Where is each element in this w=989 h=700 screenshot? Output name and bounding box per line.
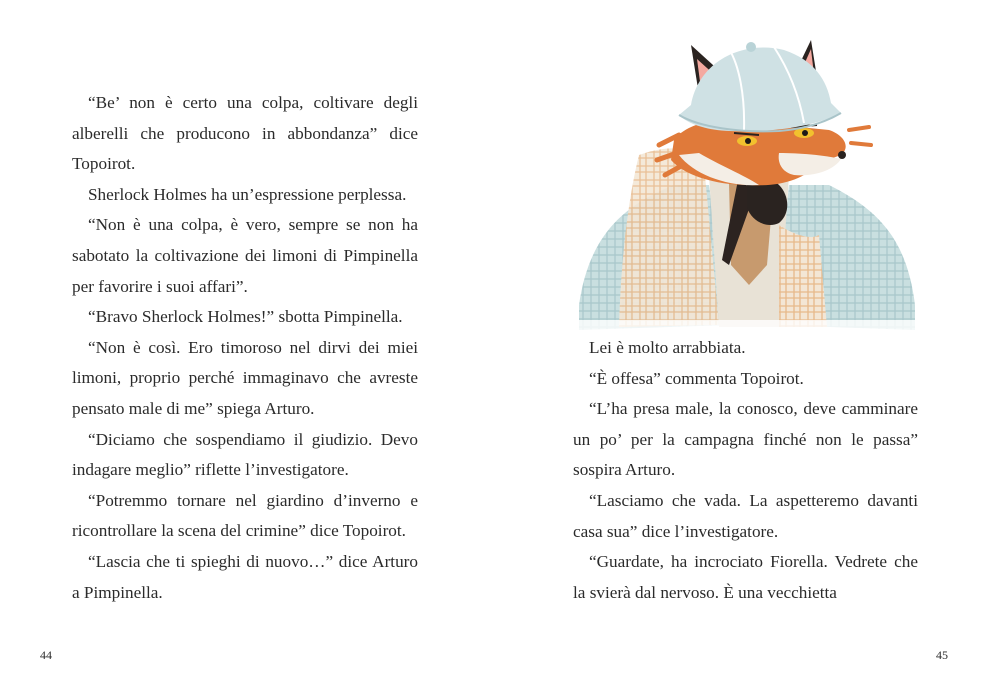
paragraph: “Potremmo tornare nel giardino d’inverno e ricontrollare la scena del crimine” dice Topoirot. [72, 490, 418, 541]
right-page [495, 0, 989, 700]
left-page [0, 0, 494, 700]
paragraph: “È offesa” commenta Topoirot. [589, 368, 804, 388]
paragraph: “Non è così. Ero timoroso nel dirvi dei miei limoni, proprio perché immaginavo che avreste pensato male di me” spiega Arturo. [72, 337, 418, 418]
paragraph: “Be’ non è certo una colpa, coltivare degli alberelli che producono in abbondanza” dice Topoirot. [72, 93, 418, 174]
left-page-text [72, 88, 418, 608]
paragraph: Sherlock Holmes ha un’espressione perplessa. [88, 184, 407, 204]
paragraph: “Guardate, ha incrociato Fiorella. Vedrete che la svierà dal nervoso. È una vecchietta [573, 552, 918, 602]
right-page-text [573, 333, 918, 608]
paragraph: “Bravo Sherlock Holmes!” sbotta Pimpinella. [88, 307, 403, 327]
fox-detective-illustration [579, 35, 915, 333]
paragraph: “L’ha presa male, la conosco, deve camminare un po’ per la campagna finché non le passa” sospira Arturo. [573, 399, 918, 480]
paragraph: “Non è una colpa, è vero, sempre se non ha sabotato la coltivazione dei limoni di Pimpinella per favorire i suoi affari”. [72, 215, 418, 296]
paragraph: Lei è molto arrabbiata. [589, 338, 746, 357]
page-number-left: 44 [40, 648, 52, 662]
page-number-right: 45 [936, 648, 948, 662]
paragraph: “Lasciamo che vada. La aspetteremo davanti casa sua” dice l’investigatore. [573, 490, 918, 541]
paragraph: “Lascia che ti spieghi di nuovo…” dice Arturo a Pimpinella. [72, 551, 418, 602]
paragraph: “Diciamo che sospendiamo il giudizio. Devo indagare meglio” riflette l’investigatore. [72, 429, 418, 480]
